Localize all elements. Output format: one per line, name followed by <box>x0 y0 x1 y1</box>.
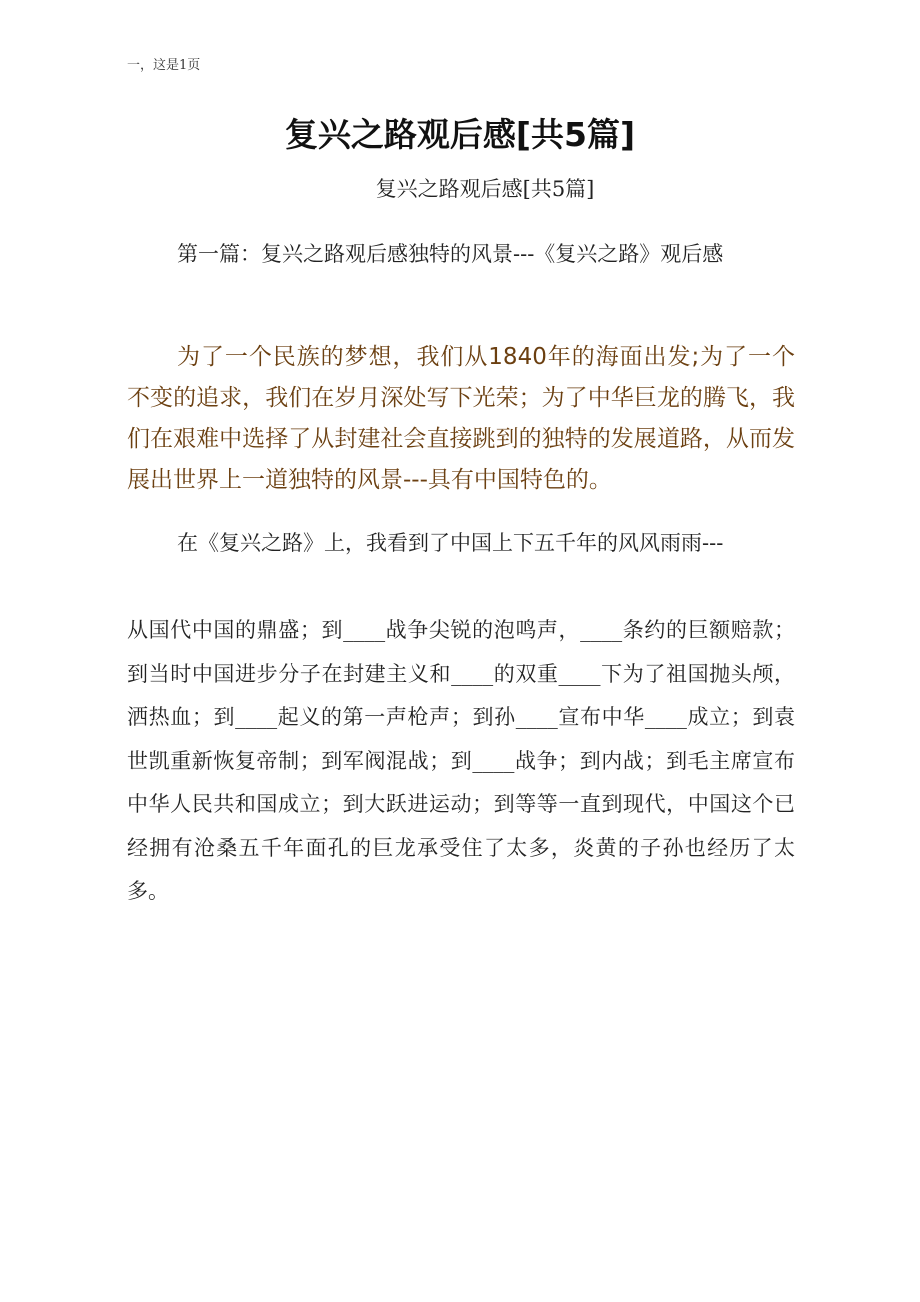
highlight-paragraph: 为了一个民族的梦想，我们从1840年的海面出发;为了一个不变的追求，我们在岁月深处写下光荣；为了中华巨龙的腾飞，我们在艰难中选择了从封建社会直接跳到的独特的发展道路，从而发展出世界上一道独特的风景---具有中国特色的。 <box>127 344 795 493</box>
document-title: 复兴之路观后感[共5篇] <box>284 115 636 154</box>
document-subtitle: 复兴之路观后感[共5篇] <box>375 177 595 201</box>
section-heading: 第一篇：复兴之路观后感独特的风景---《复兴之路》观后感 <box>177 242 724 266</box>
page-header: 一，这是1页 <box>127 58 201 73</box>
paragraph-intro: 在《复兴之路》上，我看到了中国上下五千年的风风雨雨--- <box>177 531 724 555</box>
paragraph-body: 从国代中国的鼎盛；到____战争尖锐的泡鸣声，____条约的巨额赔款；到当时中国进步分子在封建主义和____的双重____下为了祖国抛头颅，洒热血；到____起义的第一声枪声；到孙____宣布中华____成立；到袁世凯重新恢复帝制；到军阀混战；到____战争；到内战；到毛主席宣布中华人民共和国成立；到大跃进运动；到等等一直到现代，中国这个已经拥有沧桑五千年面孔的巨龙承受住了太多，炎黄的子孙也经历了太多。 <box>127 618 795 903</box>
